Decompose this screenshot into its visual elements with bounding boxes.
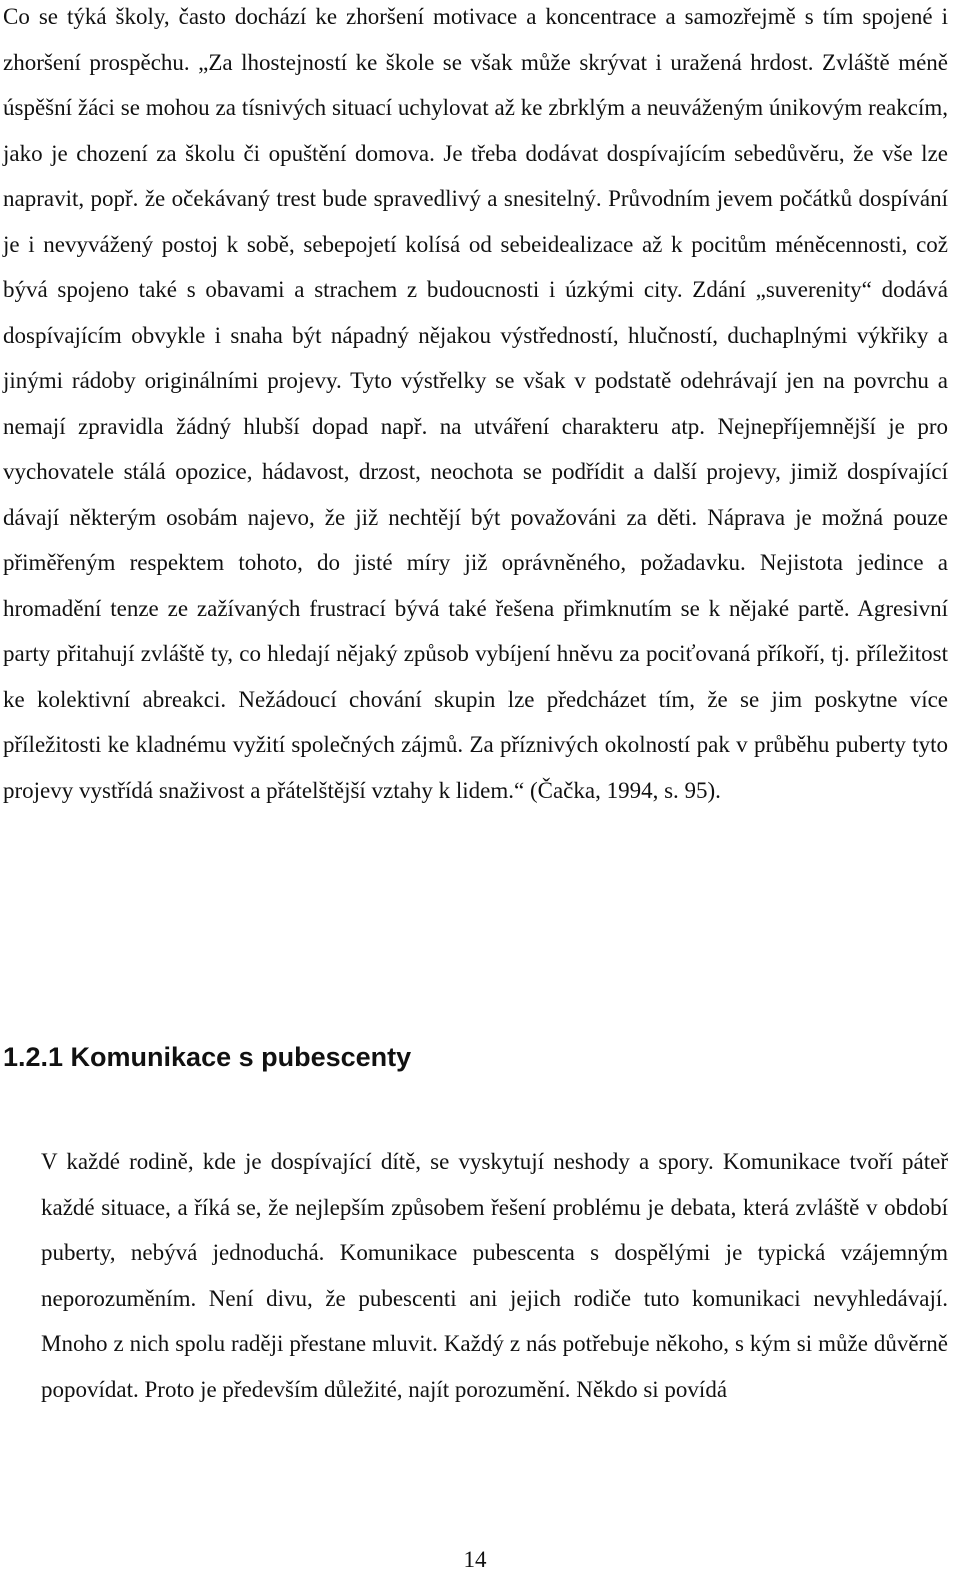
page-number: 14 <box>463 1547 487 1572</box>
body-paragraph-2: V každé rodině, kde je dospívající dítě, se vyskytují neshody a spory. Komunikace tvoří páteř každé situace, a říká se, že nejlepším způsobem řešení problému je debata, která zvláště v období puberty, nebývá jednoduchá. Komunikace pubescenta s dospělými je typická vzájemným neporozuměním. Není divu, že pubescenti ani jejich rodiče tuto komunikaci nevyhledávají. Mnoho z nich spolu raději přestane mluvit. Každý z nás potřebuje někoho, s kým si může důvěrně popovídat. Proto je především důležité, najít porozumění. Někdo si povídá <box>41 1149 948 1402</box>
section-heading: 1.2.1 Komunikace s pubescenty <box>3 1042 412 1072</box>
body-paragraph-1: Co se týká školy, často dochází ke zhoršení motivace a koncentrace a samozřejmě s tím spojené i zhoršení prospěchu. „Za lhostejností ke škole se však může skrývat i uražená hrdost. Zvláště méně úspěšní žáci se mohou za tísnivých situací uchylovat až ke zbrklým a neuváženým únikovým reakcím, jako je chození za školu či opuštění domova. Je třeba dodávat dospívajícím sebedůvěru, že vše lze napravit, popř. že očekávaný trest bude spravedlivý a snesitelný. Průvodním jevem počátků dospívání je i nevyvážený postoj k sobě, sebepojetí kolísá od sebeidealizace až k pocitům méněcennosti, což bývá spojeno také s obavami a strachem z budoucnosti i úzkými city. Zdání „suverenity“ dodává dospívajícím obvykle i snaha být nápadný nějakou výstředností, hlučností, duchaplnými výkřiky a jinými rádoby originálními projevy. Tyto výstřelky se však v podstatě odehrávají jen na povrchu a nemají zpravidla žádný hlubší dopad např. na utváření charakteru atp. Nejnepříjemnější je pro vychovatele stálá opozice, hádavost, drzost, neochota se podřídit a další projevy, jimiž dospívající dávají některým osobám najevo, že již nechtějí být považováni za děti. Náprava je možná pouze přiměřeným respektem tohoto, do jisté míry již oprávněného, požadavku. Nejistota jedince a hromadění tenze ze zažívaných frustrací bývá také řešena přimknutím se k nějaké partě. Agresivní party přitahují zvláště ty, co hledají nějaký způsob vybíjení hněvu za pociťovaná příkoří, tj. příležitost ke kolektivní abreakci. Nežádoucí chování skupin lze předcházet tím, že se jim poskytne více příležitosti ke kladnému vyžití společných zájmů. Za příznivých okolností pak v průběhu puberty tyto projevy vystřídá snaživost a přátelštější vztahy k lidem.“ (Čačka, 1994, s. 95). <box>3 4 948 803</box>
